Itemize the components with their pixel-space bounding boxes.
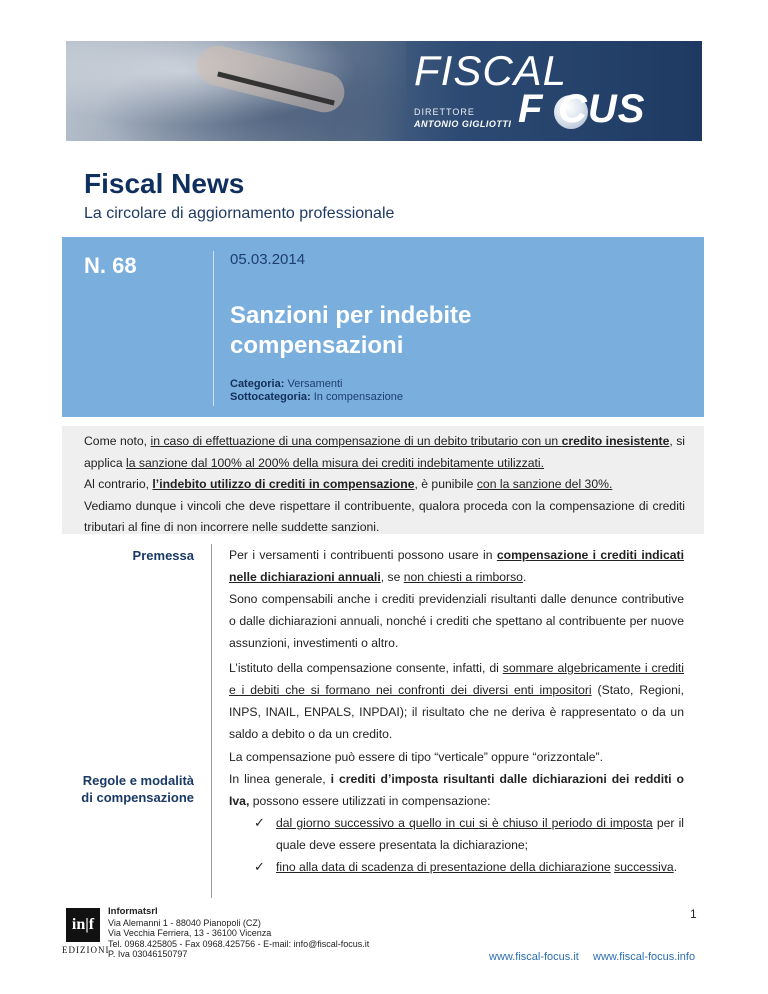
body-text: (Stato, Regioni, INPS, INAIL, ENPALS, INPDAI); il risultato che ne deriva è rappresentato o da un saldo a debito o da un credito. [229, 683, 684, 741]
regole-checklist [254, 812, 684, 878]
body-text: In linea generale, [229, 772, 331, 786]
body-text: possono essere utilizzati in compensazione: [249, 794, 491, 808]
checkmark-icon: ✓ [254, 815, 265, 830]
list-item-text: dal giorno successivo a quello in cui si è chiuso il periodo di imposta [276, 816, 653, 830]
intro-underlined-text: la sanzione dal 100% al 200% della misura dei crediti indebitamente utilizzati. [126, 455, 545, 470]
brand-focus-rest: CUS [558, 87, 646, 131]
website-link-info[interactable]: www.fiscal-focus.info [593, 951, 696, 963]
address-2: Via Vecchia Ferriera, 13 - 36100 Vicenza [108, 928, 272, 938]
body-bold-text: i crediti d’imposta risultanti dalle dichiarazioni dei redditi o Iva, [229, 772, 684, 808]
body-text: , se [380, 570, 404, 584]
intro-paragraph-1 [84, 431, 685, 474]
premessa-paragraph-1b: Sono compensabili anche i crediti previdenziali risultanti dalle denunce contributive o dalle dichiarazioni annuali, nonché i crediti che spettano al contribuente per nuove assunzioni, investimenti o altro. [229, 592, 684, 650]
body-bold-underlined-text: compensazione i crediti indicati nelle dichiarazioni annuali [229, 548, 684, 584]
intro-underlined-text: in caso di effettuazione di una compensazione di un debito tributario con un [150, 434, 562, 448]
category-value: Versamenti [287, 378, 343, 390]
article-info-box [62, 237, 704, 417]
body-underlined-text: non chiesti a rimborso [403, 570, 523, 584]
director-name: ANTONIO GIGLIOTTI [414, 119, 512, 129]
brand-fiscal: FISCAL [414, 47, 568, 94]
vat-number: P. Iva 03046150797 [108, 949, 188, 959]
list-item-text-tail: per il quale deve essere presentata la dichiarazione; [276, 816, 684, 852]
publication-subtitle: La circolare di aggiornamento professionale [84, 205, 395, 222]
intro-text: Al contrario, [84, 477, 153, 491]
intro-underlined-text: con la sanzione del 30%. [476, 477, 613, 491]
regole-paragraph [229, 768, 684, 812]
intro-paragraph-2 [84, 474, 685, 496]
intro-text: , è punibile [414, 477, 477, 491]
publication-title: Fiscal News [84, 168, 245, 199]
subcategory-value: In compensazione [313, 391, 404, 403]
section-divider-line [211, 544, 212, 898]
info-divider [213, 251, 214, 406]
intro-bold-underlined-text: credito inesistente [561, 434, 670, 448]
list-item-text-end: . [673, 860, 678, 874]
intro-bold-underlined-text: l’indebito utilizzo di crediti in compensazione [152, 477, 415, 491]
list-item [254, 812, 684, 856]
body-underlined-text: sommare algebricamente i crediti e i debiti che si formano nei confronti dei diversi enti impositori [229, 661, 685, 697]
website-link-it[interactable]: www.fiscal-focus.it [489, 951, 579, 963]
company-name: Informatsrl [108, 906, 158, 917]
page-number: 1 [690, 907, 697, 921]
brand-focus-initial: F [518, 87, 543, 131]
checkmark-icon: ✓ [254, 859, 265, 874]
director-label: DIRETTORE [414, 107, 475, 117]
list-item-text-tail: successiva [614, 860, 674, 874]
premessa-paragraph-1 [229, 544, 684, 654]
intro-box [62, 426, 704, 534]
section-label-regole: Regole e modalità di compensazione [81, 773, 194, 805]
list-item-text: fino alla data di scadenza di presentazione della dichiarazione [276, 860, 611, 874]
body-text: . [522, 570, 527, 584]
body-text: L’istituto della compensazione consente, infatti, di [229, 661, 503, 675]
intro-text: , si applica [84, 434, 685, 470]
body-text: Per i versamenti i contribuenti possono usare in [229, 548, 497, 562]
category-label: Categoria: [230, 378, 285, 390]
premessa-paragraph-3: La compensazione può essere di tipo “verticale” oppure “orizzontale”. [229, 750, 603, 764]
article-categories [230, 378, 403, 404]
intro-paragraph-3: Vediamo dunque i vincoli che deve rispettare il contribuente, qualora proceda con la compensazione di crediti tributari al fine di non incorrere nelle suddette sanzioni. [84, 498, 685, 534]
publisher-edizioni: EDIZIONI [62, 945, 110, 955]
publisher-logo: in|f [66, 908, 100, 942]
list-item [254, 856, 684, 878]
section-label-premessa: Premessa [132, 548, 194, 563]
header-banner [66, 41, 702, 141]
address-1: Via Alemanni 1 - 88040 Pianopoli (CZ) [108, 917, 261, 928]
premessa-paragraph-2 [229, 657, 684, 745]
publisher-info [108, 906, 369, 960]
intro-text: Come noto, [84, 434, 151, 448]
subcategory-label: Sottocategoria: [230, 391, 311, 403]
issue-number: N. 68 [84, 253, 137, 278]
issue-date: 05.03.2014 [230, 251, 306, 268]
article-title: Sanzioni per indebite compensazioni [230, 302, 472, 359]
contacts: Tel. 0968.425805 - Fax 0968.425756 - E-mail: info@fiscal-focus.it [108, 938, 370, 949]
